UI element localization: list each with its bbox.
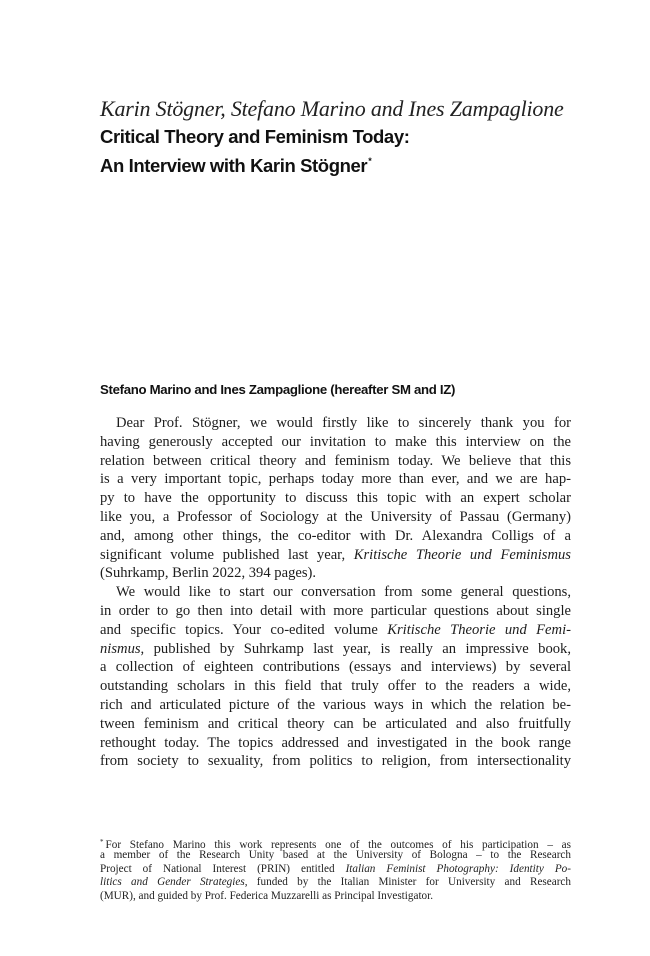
body-line: in order to go then into detail with more particular questions about single xyxy=(100,602,571,619)
article-authors: Karin Stögner, Stefano Marino and Ines Zampaglione xyxy=(100,96,564,121)
interview-body xyxy=(100,414,571,771)
body-line: py to have the opportunity to discuss this topic with an expert scholar xyxy=(100,490,571,507)
title-line-2 xyxy=(100,149,560,178)
book-title-italic: nismus xyxy=(100,640,141,657)
footnote-text: Project of National Interest (PRIN) entitled xyxy=(100,862,335,875)
body-line xyxy=(100,546,571,565)
body-line: tween feminism and critical theory can be articulated and also fruitfully xyxy=(100,715,571,732)
footnote-line: a member of the Research Unity based at the University of Bologna – to the Research xyxy=(100,849,571,862)
body-line: outstanding scholars in this field that truly offer to the readers a wide, xyxy=(100,678,571,695)
speaker-heading: Stefano Marino and Ines Zampaglione (hereafter SM and IZ) xyxy=(100,382,456,397)
body-line: from society to sexuality, from politics to religion, from intersectionality xyxy=(100,753,571,770)
article-title xyxy=(100,124,560,178)
title-line-2-text: An Interview with Karin Stögner xyxy=(100,155,368,176)
body-line-text: , published by Suhrkamp last year, is really an impressive book, xyxy=(140,640,571,657)
body-line xyxy=(100,640,571,659)
footnote-line xyxy=(100,876,571,889)
body-line: We would like to start our conversation from some general questions, xyxy=(116,584,571,601)
body-line: is a very important topic, perhaps today more than ever, and we are hap- xyxy=(100,471,571,488)
footnote-mark: * xyxy=(100,838,104,846)
body-line: and, among other things, the co-editor with Dr. Alexandra Colligs of a xyxy=(100,527,571,544)
project-title-italic: litics and Gender Strategies xyxy=(100,876,245,889)
body-line: rethought today. The topics addressed and investigated in the book range xyxy=(100,734,571,751)
project-title-italic: Italian Feminist Photography: Identity Po- xyxy=(345,862,571,875)
book-title-italic: Kritische Theorie und Feminismus xyxy=(353,546,571,563)
body-line xyxy=(100,621,571,640)
body-line: having generously accepted our invitation to make this interview on the xyxy=(100,433,571,450)
title-footnote-mark: * xyxy=(368,156,372,166)
book-title-italic: Kritische Theorie und Femi- xyxy=(387,621,571,638)
footnote-text: , funded by the Italian Minister for University and Research xyxy=(244,876,571,889)
body-line: Dear Prof. Stögner, we would firstly like to sincerely thank you for xyxy=(116,415,571,431)
footnote-line xyxy=(100,836,571,849)
title-line-1: Critical Theory and Feminism Today: xyxy=(100,126,410,147)
body-line-text: and specific topics. Your co-edited volume xyxy=(100,621,378,638)
footnote-text: For Stefano Marino this work represents one of the outcomes of his participation – as xyxy=(105,839,571,851)
body-line-text: significant volume published last year, xyxy=(100,546,346,563)
body-line: (Suhrkamp, Berlin 2022, 394 pages). xyxy=(100,565,317,582)
footnote-line xyxy=(100,863,571,876)
footnote xyxy=(100,836,571,903)
body-line: relation between critical theory and feminism today. We believe that this xyxy=(100,452,571,469)
footnote-line: (MUR), and guided by Prof. Federica Muzzarelli as Principal Investigator. xyxy=(100,889,434,902)
body-line: rich and articulated picture of the various ways in which the relation be- xyxy=(100,696,571,713)
body-line: a collection of eighteen contributions (essays and interviews) by several xyxy=(100,659,571,676)
body-line: like you, a Professor of Sociology at the University of Passau (Germany) xyxy=(100,508,571,525)
